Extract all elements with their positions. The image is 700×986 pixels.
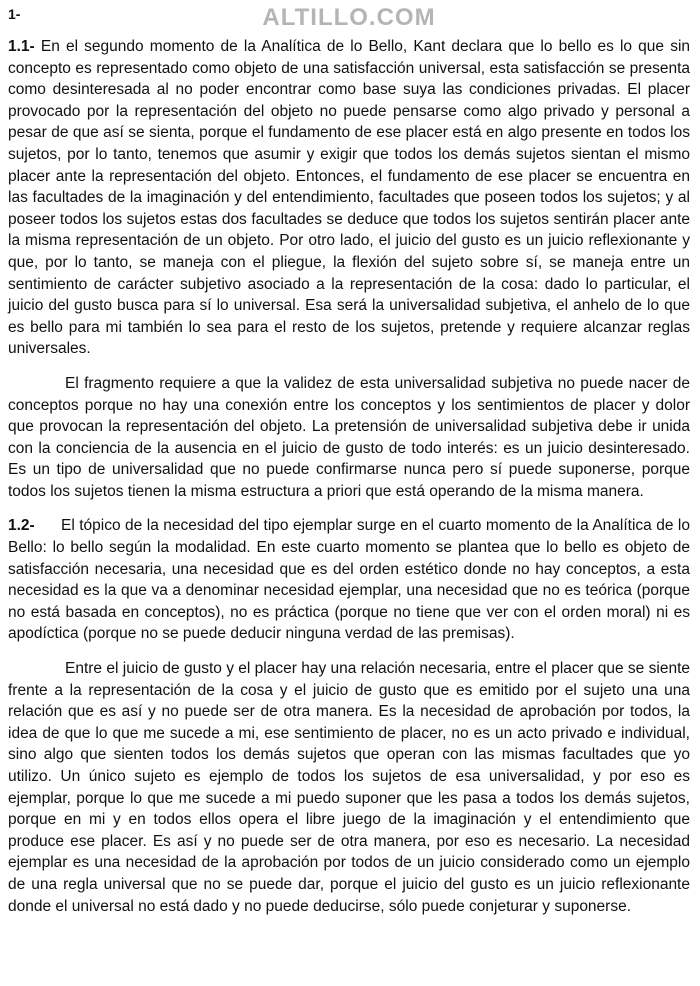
page-number: 1- (8, 6, 21, 22)
site-watermark: ALTILLO.COM (262, 4, 436, 31)
paragraph-1-2 (8, 515, 690, 645)
paragraph-1-1-text: En el segundo momento de la Analítica de lo Bello, Kant declara que lo bello es lo que sin concepto es representado como objeto de una satisfacción universal, esta satisfacción se presenta como desinteresada al no poder encontrar como base suya las condiciones privadas. El placer provocado por la representación del objeto no puede pensarse como algo privado y personal a pesar de que así se sienta, porque el fundamento de ese placer está en algo presente en todos los sujetos, por lo tanto, tenemos que asumir y exigir que todos los demás sujetos sientan el mismo placer ante la representación del objeto. Entonces, el fundamento de ese placer se encuentra en las facultades de la imaginación y del entendimiento, facultades que poseen todos los sujetos; y al poseer todos los sujetos estas dos facultades se deduce que todos los sujetos sentirán placer ante la misma representación de un objeto. Por otro lado, el juicio del gusto es un juicio reflexionante y que, por lo tanto, se maneja con el pliegue, la flexión del sujeto sobre sí, se maneja entre un sentimiento de carácter subjetivo asociado a la representación de la cosa: dado lo particular, el juicio del gusto busca para sí lo universal. Esa será la universalidad subjetiva, el anhelo de lo que es bello para mi también lo sea para el resto de los sujetos, pretende y requiere alcanzar reglas universales. (8, 38, 691, 358)
paragraph-1-1-continued (8, 373, 690, 503)
section-number-1-1: 1.1- (8, 38, 35, 55)
paragraph-1-1-continued-text: El fragmento requiere a que la validez de esta universalidad subjetiva no puede nacer de conceptos porque no hay una conexión entre los conceptos y los sentimientos de placer y dolor que provocan la representación del objeto. La pretensión de universalidad subjetiva debe ir unida con la conciencia de la ausencia en el juicio de gusto de todo interés: es un juicio desinteresado. Es un tipo de universalidad que no puede confirmarse nunca pero sí puede suponerse, porque todos los sujetos tienen la misma estructura a priori que está operando de la misma manera. (8, 374, 690, 500)
section-number-1-2: 1.2- (8, 517, 35, 535)
page-header (8, 0, 690, 36)
paragraph-1-2-continued (8, 658, 690, 917)
document-page (8, 0, 690, 930)
paragraph-1-2-continued-text: Entre el juicio de gusto y el placer hay una relación necesaria, entre el placer que se siente frente a la representación de la cosa y el juicio de gusto que es emitido por el sujeto una una relación que es así y no puede ser de otra manera. Es la necesidad de aprobación por todos, la idea de que lo que me sucede a mi, ese sentimiento de placer, no es un acto privado e individual, sino algo que sienten todos los demás sujetos que operan con las mismas facultades que yo utilizo. Un único sujeto es ejemplo de todos los sujetos de esa universalidad, y por eso es ejemplar, porque lo que me sucede a mi puedo suponer que les pasa a todos los demás sujetos, porque en mi y en todos ellos opera el libre juego de la imaginación y el entendimiento que produce ese placer. Es así y no puede ser de otra manera, por eso es necesario. La necesidad ejemplar es una necesidad de la aprobación por todos de un juicio considerado como un ejemplo de una regla universal que no se puede dar, porque el juicio del gusto es un juicio reflexionante donde el universal no está dado y no puede deducirse, sólo puede conjeturar y suponerse. (8, 660, 690, 915)
paragraph-1-1 (8, 36, 690, 360)
paragraph-1-2-text: El tópico de la necesidad del tipo ejemplar surge en el cuarto momento de la Analítica de lo Bello: lo bello según la modalidad. En este cuarto momento se plantea que lo bello es objeto de satisfacción necesaria, una necesidad que es del orden estético donde no hay conceptos, a esta necesidad es la que va a denominar necesidad ejemplar, una necesidad que no es teórica (porque no está basada en conceptos), no es práctica (porque no tiene que ver con el orden moral) ni es apodíctica (porque no se puede deducir ninguna verdad de las premisas). (8, 517, 690, 643)
